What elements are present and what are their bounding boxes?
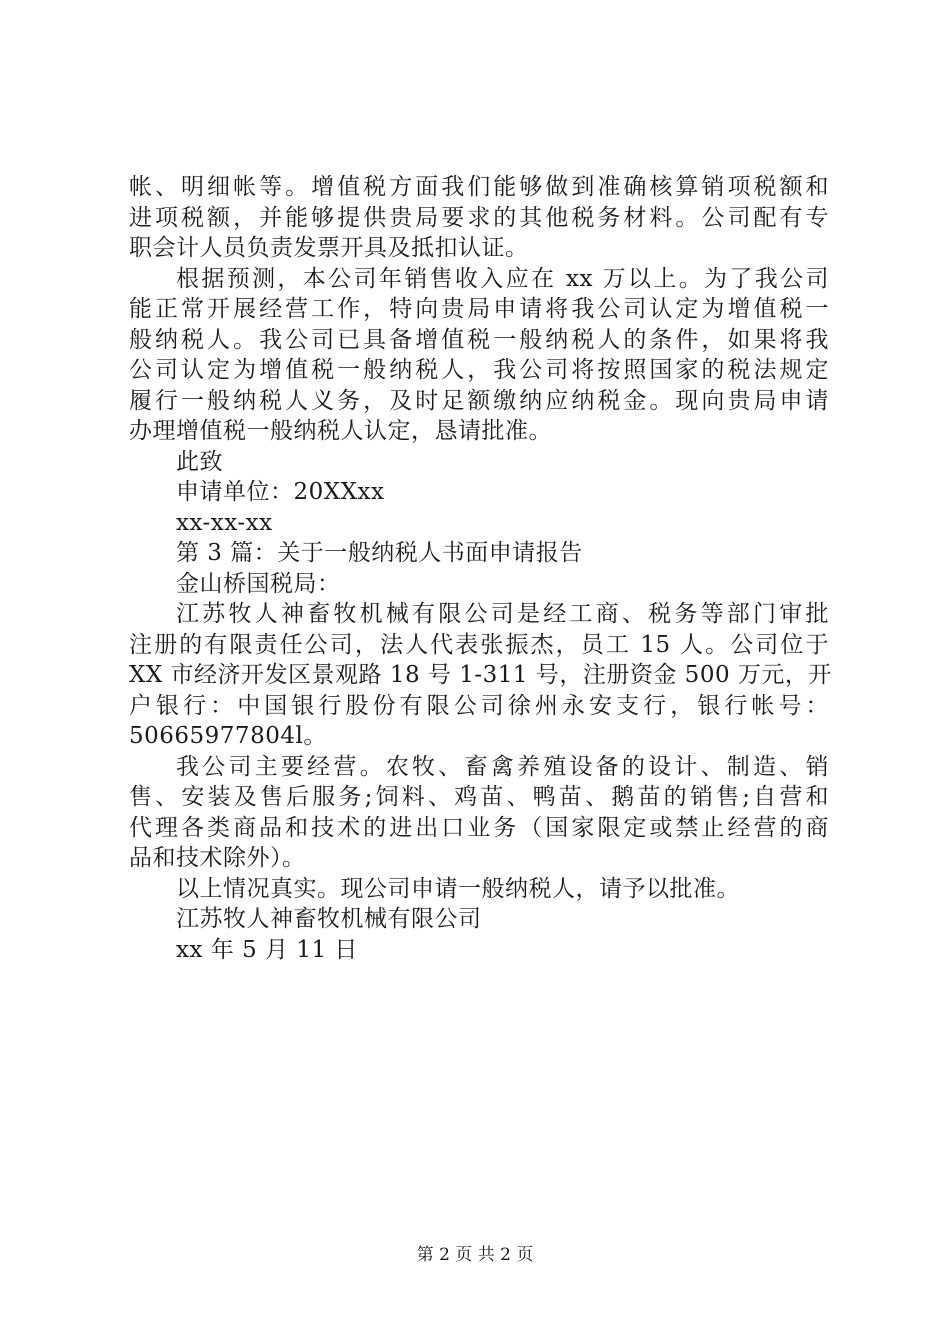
- text-line: 帐、明细帐等。增值税方面我们能够做到准确核算销项税额和: [129, 174, 829, 200]
- text-line: xx 年 5 月 11 日: [176, 936, 358, 963]
- text-line: 50665977804l。: [129, 723, 327, 749]
- text-line: 江苏牧人神畜牧机械有限公司: [176, 906, 482, 932]
- text-line: 代理各类商品和技术的进出口业务（国家限定或禁止经营的商: [129, 814, 829, 841]
- page-footer: 第 2 页 共 2 页: [416, 1245, 534, 1265]
- text-line: 以上情况真实。现公司申请一般纳税人，请予以批准。: [176, 875, 740, 902]
- text-line: 般纳税人。我公司已具备增值税一般纳税人的条件，如果将我: [129, 326, 829, 353]
- text-line: 职会计人员负责发票开具及抵扣认证。: [129, 235, 529, 261]
- text-line: 售、安装及售后服务;饲料、鸡苗、鸭苗、鹅苗的销售;自营和: [129, 784, 829, 810]
- text-line: 公司认定为增值税一般纳税人，我公司将按照国家的税法规定: [129, 357, 829, 383]
- text-line: 金山桥国税局：: [176, 570, 341, 597]
- text-line: 我公司主要经营。农牧、畜禽养殖设备的设计、制造、销: [176, 753, 829, 780]
- text-line: 能正常开展经营工作，特向贵局申请将我公司认定为增值税一: [129, 296, 829, 322]
- text-line: XX 市经济开发区景观路 18 号 1-311 号，注册资金 500 万元，开: [129, 662, 832, 688]
- text-line: 根据预测，本公司年销售收入应在 xx 万以上。为了我公司: [176, 265, 829, 292]
- text-line: 履行一般纳税人义务，及时足额缴纳应纳税金。现向贵局申请: [129, 387, 829, 414]
- text-line: 户银行：中国银行股份有限公司徐州永安支行，银行帐号：: [129, 692, 829, 719]
- text-line: 此致: [176, 448, 223, 475]
- text-line: 江苏牧人神畜牧机械有限公司是经工商、税务等部门审批: [176, 601, 829, 627]
- document-body: [129, 172, 832, 965]
- text-line: xx-xx-xx: [176, 509, 273, 536]
- text-line: 办理增值税一般纳税人认定，恳请批准。: [129, 418, 552, 444]
- text-line: 品和技术除外）。: [129, 845, 306, 871]
- text-line: 注册的有限责任公司，法人代表张振杰，员工 15 人。公司位于: [129, 631, 829, 658]
- text-line: 申请单位：20XXxx: [176, 479, 385, 505]
- text-line: 第 3 篇：关于一般纳税人书面申请报告: [176, 540, 583, 566]
- text-line: 进项税额，并能够提供贵局要求的其他税务材料。公司配有专: [129, 204, 829, 231]
